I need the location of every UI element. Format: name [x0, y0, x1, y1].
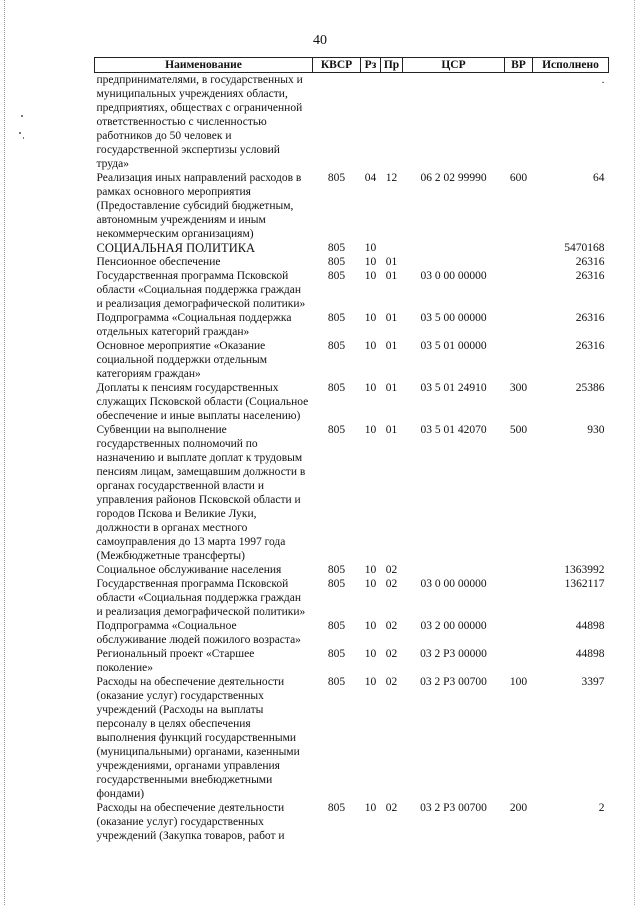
row-name: СОЦИАЛЬНАЯ ПОЛИТИКА: [96, 241, 256, 255]
row-vr: 600: [509, 172, 528, 184]
row-kvsr: [313, 73, 361, 172]
row-csr: 03 5 01 24910: [420, 382, 487, 394]
row-vr: [505, 311, 533, 339]
table-row: [95, 619, 609, 647]
row-rz: [361, 73, 381, 172]
column-header-pr: Пр: [381, 58, 403, 73]
row-csr: 03 0 00 00000: [420, 270, 487, 282]
scan-right-edge: [634, 0, 636, 905]
row-vr: [505, 647, 533, 675]
row-kvsr: 805: [327, 424, 346, 436]
row-vr: [505, 73, 533, 172]
row-amount: 2: [598, 802, 605, 814]
row-csr: 03 5 00 00000: [420, 312, 487, 324]
row-amount: 26316: [575, 312, 605, 324]
row-vr: [505, 563, 533, 577]
row-rz: 04: [364, 172, 377, 184]
row-csr: 03 5 01 00000: [420, 340, 487, 352]
table-row: [95, 675, 609, 801]
table-row: [95, 801, 609, 843]
row-pr: 02: [385, 648, 398, 660]
table-body: [95, 73, 609, 844]
row-pr: 01: [385, 424, 398, 436]
row-rz: 10: [364, 312, 377, 324]
column-header-name: Наименование: [95, 58, 313, 73]
row-amount: 1362117: [564, 578, 605, 590]
row-kvsr: 805: [327, 270, 346, 282]
row-rz: 10: [364, 242, 377, 254]
scan-speck: [21, 115, 23, 117]
row-csr: [403, 241, 505, 255]
row-name: Доплаты к пенсиям государственных служащих Псковской области (Социальное обеспечение и иные выплаты населению): [96, 382, 309, 422]
row-amount: 3397: [581, 676, 605, 688]
row-csr: [403, 73, 505, 172]
row-csr: 03 2 00 00000: [420, 620, 487, 632]
row-vr: [505, 577, 533, 619]
row-csr: 03 5 01 42070: [420, 424, 487, 436]
row-rz: 10: [364, 256, 377, 268]
row-amount: 26316: [575, 270, 605, 282]
row-pr: 02: [385, 564, 398, 576]
row-amount: 25386: [575, 382, 605, 394]
row-amount: 26316: [575, 340, 605, 352]
row-amount: 1363992: [564, 564, 605, 576]
table-row: [95, 577, 609, 619]
scan-speck: [23, 137, 24, 139]
row-csr: 03 2 P3 00700: [420, 676, 487, 688]
row-rz: 10: [364, 648, 377, 660]
row-pr: 01: [385, 312, 398, 324]
table-row: [95, 381, 609, 423]
column-header-kvsr: КВСР: [313, 58, 361, 73]
column-header-csr: ЦСР: [403, 58, 505, 73]
row-rz: 10: [364, 340, 377, 352]
row-vr: 500: [509, 424, 528, 436]
row-name: Государственная программа Псковской области «Социальная поддержка граждан и реализация демографической политики»: [96, 270, 306, 310]
row-pr: 01: [385, 270, 398, 282]
column-header-vr: ВР: [505, 58, 533, 73]
row-name: Государственная программа Псковской области «Социальная поддержка граждан и реализация демографической политики»: [96, 578, 306, 618]
row-kvsr: 805: [327, 242, 346, 254]
row-name: предпринимателями, в государственных и муниципальных учреждениях области, предприятиях, обществах с ограниченной ответственностью с численностью работников до 50 человек и государственной экспертизы условий труда»: [96, 74, 303, 170]
row-kvsr: 805: [327, 676, 346, 688]
row-amount: 26316: [575, 256, 605, 268]
row-kvsr: 805: [327, 802, 346, 814]
row-pr: 01: [385, 382, 398, 394]
page-number: 40: [313, 33, 327, 48]
table-row: [95, 339, 609, 381]
row-csr: 03 2 P3 00000: [420, 648, 487, 660]
table-row: [95, 171, 609, 241]
row-pr: 12: [385, 172, 398, 184]
table-header-row: [95, 58, 609, 73]
column-header-rz: Рз: [361, 58, 381, 73]
row-kvsr: 805: [327, 312, 346, 324]
row-rz: 10: [364, 424, 377, 436]
row-vr: 100: [509, 676, 528, 688]
row-name: Расходы на обеспечение деятельности (оказание услуг) государственных учреждений (Расходы на выплаты персоналу в целях обеспечения выполнения функций государственными (муниципальными) органами, казенными учреждениями, органами управления государственными внебюджетными фондами): [96, 676, 300, 800]
row-vr: [505, 241, 533, 255]
row-vr: 200: [509, 802, 528, 814]
row-pr: 02: [385, 676, 398, 688]
row-amount: 64: [593, 172, 605, 184]
table-row: [95, 563, 609, 577]
row-name: Расходы на обеспечение деятельности (оказание услуг) государственных учреждений (Закупка товаров, работ и: [96, 802, 285, 842]
table-row: [95, 423, 609, 563]
row-rz: 10: [364, 620, 377, 632]
row-kvsr: 805: [327, 340, 346, 352]
row-amount: .: [601, 74, 605, 86]
row-kvsr: 805: [327, 578, 346, 590]
row-kvsr: 805: [327, 648, 346, 660]
row-name: Подпрограмма «Социальная поддержка отдельных категорий граждан»: [96, 312, 292, 338]
table-row: [95, 73, 609, 172]
row-kvsr: 805: [327, 172, 346, 184]
row-rz: 10: [364, 578, 377, 590]
row-pr: [381, 241, 403, 255]
table-row: [95, 269, 609, 311]
scan-speck: [19, 132, 21, 134]
row-rz: 10: [364, 382, 377, 394]
row-vr: [505, 255, 533, 269]
row-csr: [403, 563, 505, 577]
row-amount: 5470168: [564, 242, 605, 254]
row-vr: 300: [509, 382, 528, 394]
table-row: [95, 647, 609, 675]
row-pr: [381, 73, 403, 172]
row-csr: 03 2 P3 00700: [420, 802, 487, 814]
row-kvsr: 805: [327, 620, 346, 632]
row-rz: 10: [364, 676, 377, 688]
row-amount: 44898: [575, 648, 605, 660]
row-name: Реализация иных направлений расходов в рамках основного мероприятия (Предоставление субсидий бюджетным, автономным учреждениям и иным некоммерческим организациям): [96, 172, 302, 240]
row-vr: [505, 269, 533, 311]
row-name: Субвенции на выполнение государственных полномочий по назначению и выплате доплат к трудовым пенсиям лицам, замещавшим должности в органах государственной власти и управления районов Псковской области и городов Пскова и Великие Луки, должности в органах местного самоуправления до 13 марта 1997 года (Межбюджетные трансферты): [96, 424, 306, 562]
table-row: [95, 255, 609, 269]
row-kvsr: 805: [327, 564, 346, 576]
row-name: Основное мероприятие «Оказание социальной поддержки отдельным категориям граждан»: [96, 340, 268, 380]
row-pr: 02: [385, 578, 398, 590]
row-rz: 10: [364, 270, 377, 282]
row-csr: 03 0 00 00000: [420, 578, 487, 590]
row-pr: 02: [385, 802, 398, 814]
row-vr: [505, 619, 533, 647]
row-name: Региональный проект «Старшее поколение»: [96, 648, 255, 674]
table-row: [95, 311, 609, 339]
row-name: Социальное обслуживание населения: [96, 564, 282, 576]
row-csr: 06 2 02 99990: [420, 172, 487, 184]
row-amount: 44898: [575, 620, 605, 632]
row-name: Подпрограмма «Социальное обслуживание людей пожилого возраста»: [96, 620, 301, 646]
row-kvsr: 805: [327, 256, 346, 268]
row-name: Пенсионное обеспечение: [96, 256, 221, 268]
row-pr: 01: [385, 340, 398, 352]
row-csr: [403, 255, 505, 269]
row-amount: 930: [587, 424, 605, 436]
row-pr: 02: [385, 620, 398, 632]
table-row: [95, 241, 609, 255]
budget-table: [94, 57, 609, 843]
row-rz: 10: [364, 564, 377, 576]
row-vr: [505, 339, 533, 381]
row-pr: 01: [385, 256, 398, 268]
scan-left-edge: [4, 0, 6, 905]
row-rz: 10: [364, 802, 377, 814]
column-header-amount: Исполнено: [533, 58, 609, 73]
row-kvsr: 805: [327, 382, 346, 394]
